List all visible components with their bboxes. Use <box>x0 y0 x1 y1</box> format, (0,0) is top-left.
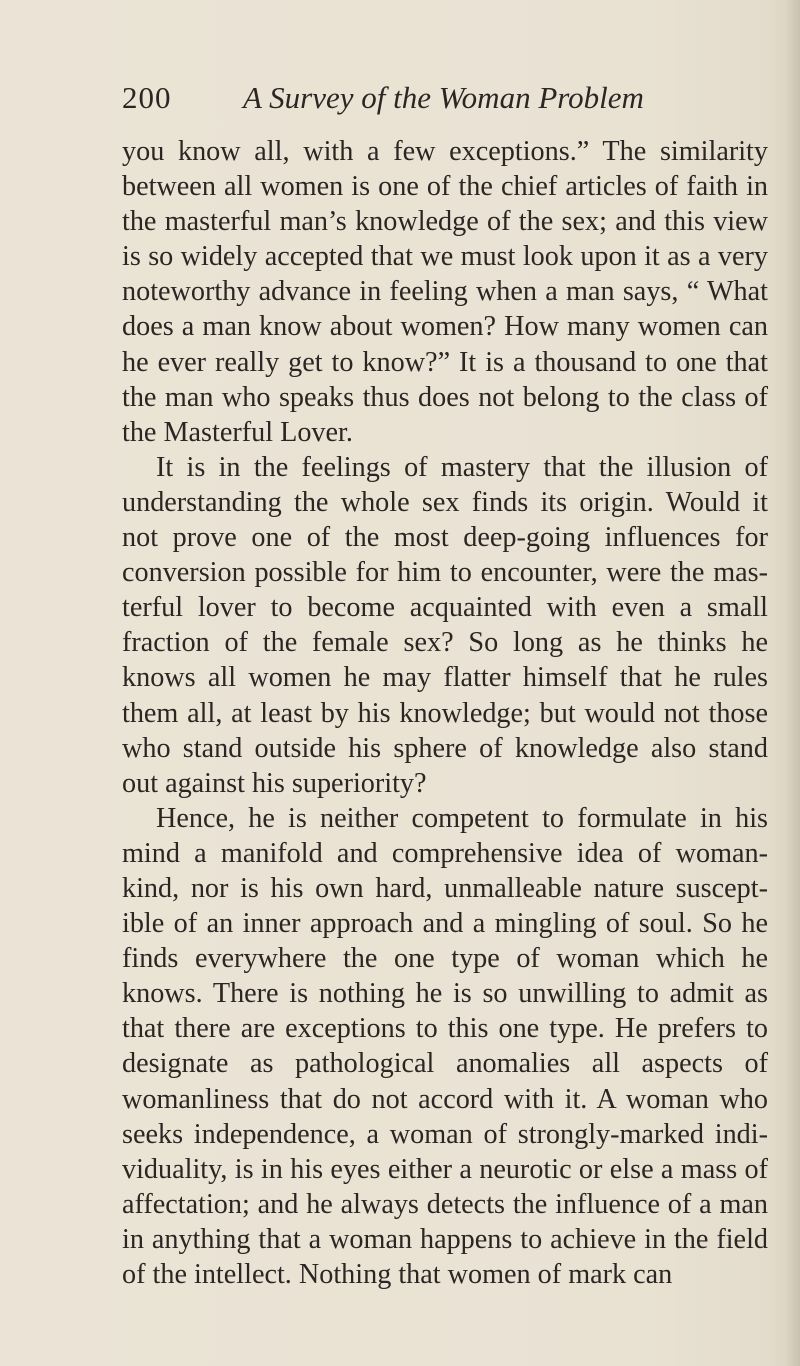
page-edge-shadow <box>786 0 800 1366</box>
running-title: A Survey of the Woman Problem <box>243 80 644 115</box>
body-text <box>122 134 768 1292</box>
page-header <box>122 78 682 118</box>
paragraph-1: you know all, with a few exceptions.” The similarity between all women is one of the chief articles of faith in the masterful man’s knowledge of the sex; and this view is so widely accepted that we must look upon it as a very noteworthy advance in feeling when a man says, “ What does a man know about women? How many women can he ever really get to know?” It is a thousand to one that the man who speaks thus does not belong to the class of the Masterful Lover. <box>122 136 768 448</box>
paragraph-2: It is in the feelings of mastery that the illusion of understanding the whole sex finds its origin. Would it not prove one of the most deep-going influences for conversion possible for him to encounter, were the mas-terful lover to become acquainted with even a small fraction of the female sex? So long as he thinks he knows all women he may flatter himself that he rules them all, at least by his knowledge; but would not those who stand outside his sphere of knowledge also stand out against his superiority? <box>122 451 768 799</box>
page-number: 200 <box>122 80 172 115</box>
paragraph-3: Hence, he is neither competent to formulate in his mind a manifold and comprehensive idea of woman-kind, nor is his own hard, unmalleable nature suscept-ible of an inner approach and a mingling of soul. So he finds everywhere the one type of woman which he knows. There is nothing he is so unwilling to admit as that there are exceptions to this one type. He prefers to designate as pathological anomalies all aspects of womanliness that do not accord with it. A woman who seeks independence, a woman of strongly-marked indi-viduality, is in his eyes either a neurotic or else a mass of affectation; and he always detects the influence of a man in anything that a woman happens to achieve in the field of the intellect. Nothing that women of mark can <box>122 802 768 1290</box>
